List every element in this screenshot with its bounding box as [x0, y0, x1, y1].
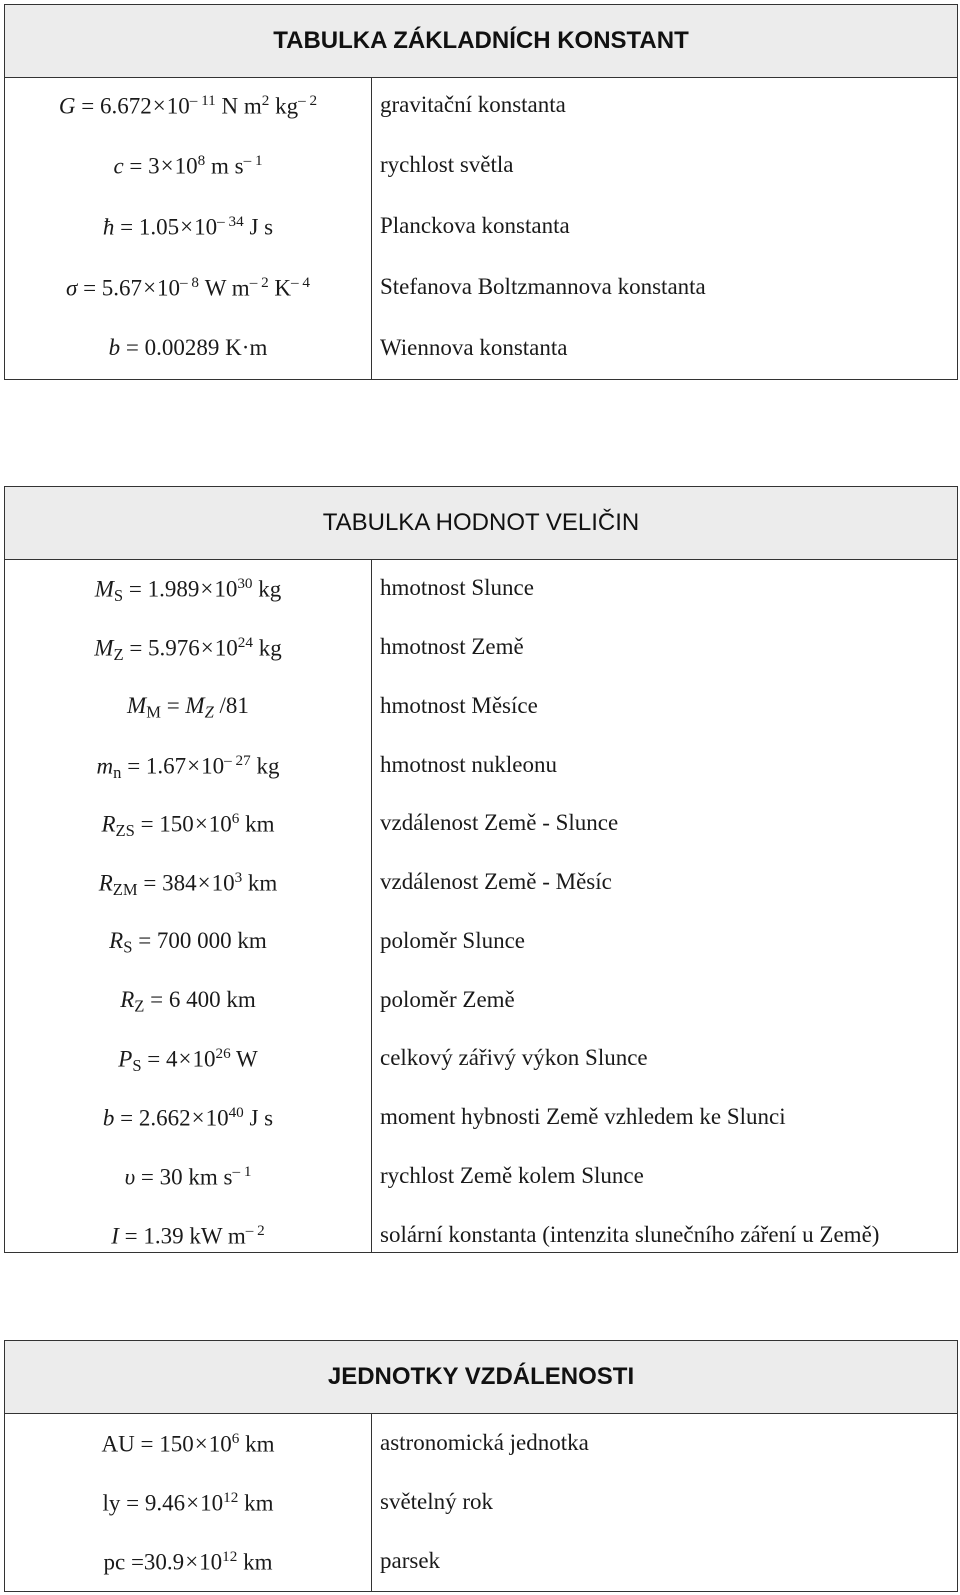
table-row — [5, 575, 957, 607]
quantity-description: poloměr Slunce — [380, 928, 525, 953]
table-row — [5, 693, 957, 725]
quantity-formula: $M_S = 1.989\times 10^{30}$ kg — [94, 575, 282, 605]
unit-description: světelný rok — [380, 1489, 494, 1514]
quantity-description: vzdálenost Země - Slunce — [380, 810, 619, 835]
constant-description: Wiennova konstanta — [380, 335, 568, 360]
quantity-description: solární konstanta (intenzita slunečního záření u Země) — [380, 1222, 880, 1247]
table-row — [5, 274, 957, 306]
table-row — [5, 213, 957, 245]
quantity-formula: $m_n = 1.67\times 10^{- 27}$ kg — [96, 752, 280, 782]
table-row — [5, 1163, 957, 1195]
table-row — [5, 1104, 957, 1136]
table-row — [5, 1045, 957, 1077]
quantity-formula: $b = 2.662\times 10^{40}$ J s — [102, 1104, 274, 1131]
constant-formula: $G = 6.672\times 10^{- 11}$ N $m^2$ $kg^{- 2}$ — [58, 92, 318, 119]
constant-formula: ħ = $1.05\times 10^{- 34}$ J s — [102, 213, 274, 240]
quantity-formula: $M_M = M_Z$ /81 — [127, 693, 249, 722]
quantity-description: poloměr Země — [380, 987, 515, 1012]
table-row — [5, 869, 957, 901]
quantities-table-title: TABULKA HODNOT VELIČIN — [5, 487, 957, 560]
quantities-table — [4, 486, 958, 1253]
constant-formula: $\sigma = 5.67\times 10^{- 8}$ W $m^{- 2}$ $K^{- 4}$ — [65, 274, 311, 301]
unit-formula: pc $=30.9\times 10^{12}$ km — [103, 1548, 273, 1575]
table-row — [5, 1222, 957, 1254]
quantity-description: hmotnost Měsíce — [380, 693, 538, 718]
unit-description: astronomická jednotka — [380, 1430, 589, 1455]
constant-formula: b = 0.00289 K·m — [108, 335, 268, 360]
table-row — [5, 1489, 957, 1521]
table-row — [5, 335, 957, 367]
table-row — [5, 752, 957, 784]
quantity-description: vzdálenost Země - Měsíc — [380, 869, 612, 894]
distance-units-table — [4, 1340, 958, 1592]
constant-description: Planckova konstanta — [380, 213, 570, 238]
unit-formula: AU = $150\times 10^6$ km — [101, 1430, 275, 1457]
table-row — [5, 1430, 957, 1462]
quantity-formula: $R_Z = 6$ 400 km — [120, 987, 256, 1016]
constant-description: rychlost světla — [380, 152, 514, 177]
constants-table-title: TABULKA ZÁKLADNÍCH KONSTANT — [5, 5, 957, 78]
constants-table — [4, 4, 958, 380]
constant-description: Stefanova Boltzmannova konstanta — [380, 274, 706, 299]
table-row — [5, 92, 957, 124]
table-row — [5, 987, 957, 1019]
table-row — [5, 1548, 957, 1580]
distance-units-table-title: JEDNOTKY VZDÁLENOSTI — [5, 1341, 957, 1414]
quantity-description: celkový zářivý výkon Slunce — [380, 1045, 648, 1070]
quantity-formula: $P_S = 4\times 10^{26}$ W — [118, 1045, 258, 1075]
table-row — [5, 634, 957, 666]
unit-description: parsek — [380, 1548, 441, 1573]
constant-description: gravitační konstanta — [380, 92, 566, 117]
table-row — [5, 152, 957, 184]
unit-formula: ly = $9.46\times 10^{12}$ km — [102, 1489, 274, 1516]
quantity-description: hmotnost nukleonu — [380, 752, 557, 777]
quantity-description: hmotnost Země — [380, 634, 524, 659]
constant-formula: $c = 3\times 10^8$ m $s^{- 1}$ — [113, 152, 263, 179]
quantity-formula: $R_{ZS} = 150\times 10^6$ km — [101, 810, 275, 840]
quantity-formula: $R_{ZM} = 384\times 10^3$ km — [98, 869, 278, 899]
table-row — [5, 810, 957, 842]
table-row — [5, 928, 957, 960]
quantity-description: hmotnost Slunce — [380, 575, 534, 600]
quantity-description: moment hybnosti Země vzhledem ke Slunci — [380, 1104, 786, 1129]
quantity-formula: υ = 30 km $s^{- 1}$ — [124, 1163, 252, 1190]
quantity-formula: I = 1.39 kW $m^{- 2}$ — [111, 1222, 265, 1249]
quantity-description: rychlost Země kolem Slunce — [380, 1163, 644, 1188]
quantity-formula: $R_S = 700$ 000 km — [109, 928, 267, 957]
quantity-formula: $M_Z = 5.976\times 10^{24}$ kg — [94, 634, 282, 664]
